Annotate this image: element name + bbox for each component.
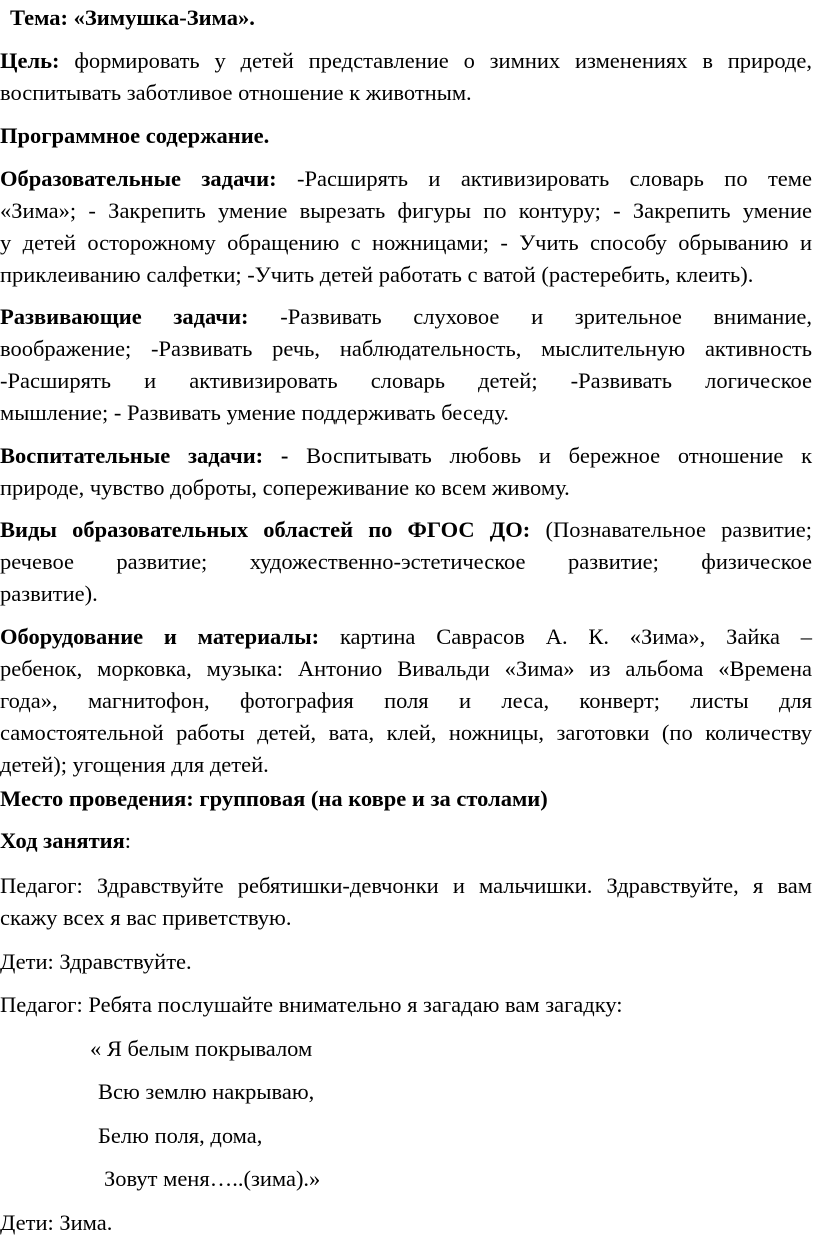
upbringing-text: Воспитывать любовь и бережное отношение к (306, 443, 813, 468)
developing-line-2: воображение; -Развивать речь, наблюдательность, мыслительную активность (0, 336, 812, 361)
goal-label: Цель: (0, 48, 60, 73)
areas-line-1 (0, 514, 812, 546)
developing-label: Развивающие задачи: (0, 304, 249, 329)
upbringing-line-1 (0, 440, 812, 472)
developing-line-1 (0, 301, 812, 333)
teacher-greeting-line-1: Педагог: Здравствуйте ребятишки-девчонки и мальчишки. Здравствуйте, я вам (0, 873, 812, 898)
developing-line-4: мышление; - Развивать умение поддерживать беседу. (0, 400, 509, 425)
riddle-line-2: Всю землю накрываю, (98, 1079, 315, 1104)
riddle-line-3: Белю поля, дома, (98, 1123, 263, 1148)
educational-label: Образовательные задачи: (0, 166, 277, 191)
riddle-line-1: « Я белым покрывалом (90, 1036, 313, 1061)
equipment-text: картина Саврасов А. К. «Зима», Зайка – (339, 624, 812, 649)
venue (0, 783, 812, 815)
teacher-riddle-intro: Педагог: Ребята послушайте внимательно я загадаю вам загадку: (0, 992, 623, 1017)
educational-line-3: у детей осторожному обращению с ножницами; - Учить способу обрыванию и (0, 230, 812, 255)
lesson-topic (10, 2, 816, 34)
program-heading-text: Программное содержание. (0, 123, 270, 148)
equipment-line-2: ребенок, морковка, музыка: Антонио Вивальди «Зима» из альбома «Времена (0, 656, 812, 681)
educational-text: -Расширять и активизировать словарь по теме (296, 166, 813, 191)
educational-line-1 (0, 163, 812, 195)
developing-text: -Развивать слуховое и зрительное внимание, (280, 304, 812, 329)
areas-line-3: развитие). (0, 581, 98, 606)
equipment-label: Оборудование и материалы: (0, 624, 320, 649)
program-heading (0, 120, 812, 152)
venue-text: Место проведения: групповая (на ковре и за столами) (0, 786, 548, 811)
areas-label: Виды образовательных областей по ФГОС ДО: (0, 517, 531, 542)
riddle-line-4: Зовут меня…..(зима).» (104, 1166, 321, 1191)
equipment-line-3: года», магнитофон, фотография поля и леса, конверт; листы для (0, 688, 812, 713)
children-greeting: Дети: Здравствуйте. (0, 949, 192, 974)
goal-text: формировать у детей представление о зимних изменениях в природе, (74, 48, 812, 73)
topic-title: Тема: «Зимушка-Зима». (10, 5, 255, 30)
course-heading (0, 825, 812, 857)
goal-line-2: воспитывать заботливое отношение к животным. (0, 80, 472, 105)
educational-line-4: приклеиванию салфетки; -Учить детей работать с ватой (растеребить, клеить). (0, 262, 754, 287)
upbringing-label: Воспитательные задачи: - (0, 443, 289, 468)
areas-line-2: речевое развитие; художественно-эстетическое развитие; физическое (0, 549, 812, 574)
course-colon: : (124, 828, 132, 853)
developing-line-3: -Расширять и активизировать словарь детей; -Развивать логическое (0, 368, 812, 393)
teacher-greeting-line-2: скажу всех я вас приветствую. (0, 905, 292, 930)
goal-line-1 (0, 45, 812, 77)
equipment-line-1 (0, 621, 812, 653)
educational-line-2: «Зима»; - Закрепить умение вырезать фигуры по контуру; - Закрепить умение (0, 198, 812, 223)
areas-text: (Познавательное развитие; (545, 517, 813, 542)
upbringing-line-2: природе, чувство доброты, сопереживание ко всем живому. (0, 475, 570, 500)
children-answer: Дети: Зима. (0, 1210, 113, 1235)
equipment-line-5: детей); угощения для детей. (0, 752, 269, 777)
course-heading-text: Ход занятия (0, 828, 125, 853)
equipment-line-4: самостоятельной работы детей, вата, клей, ножницы, заготовки (по количеству (0, 720, 812, 745)
